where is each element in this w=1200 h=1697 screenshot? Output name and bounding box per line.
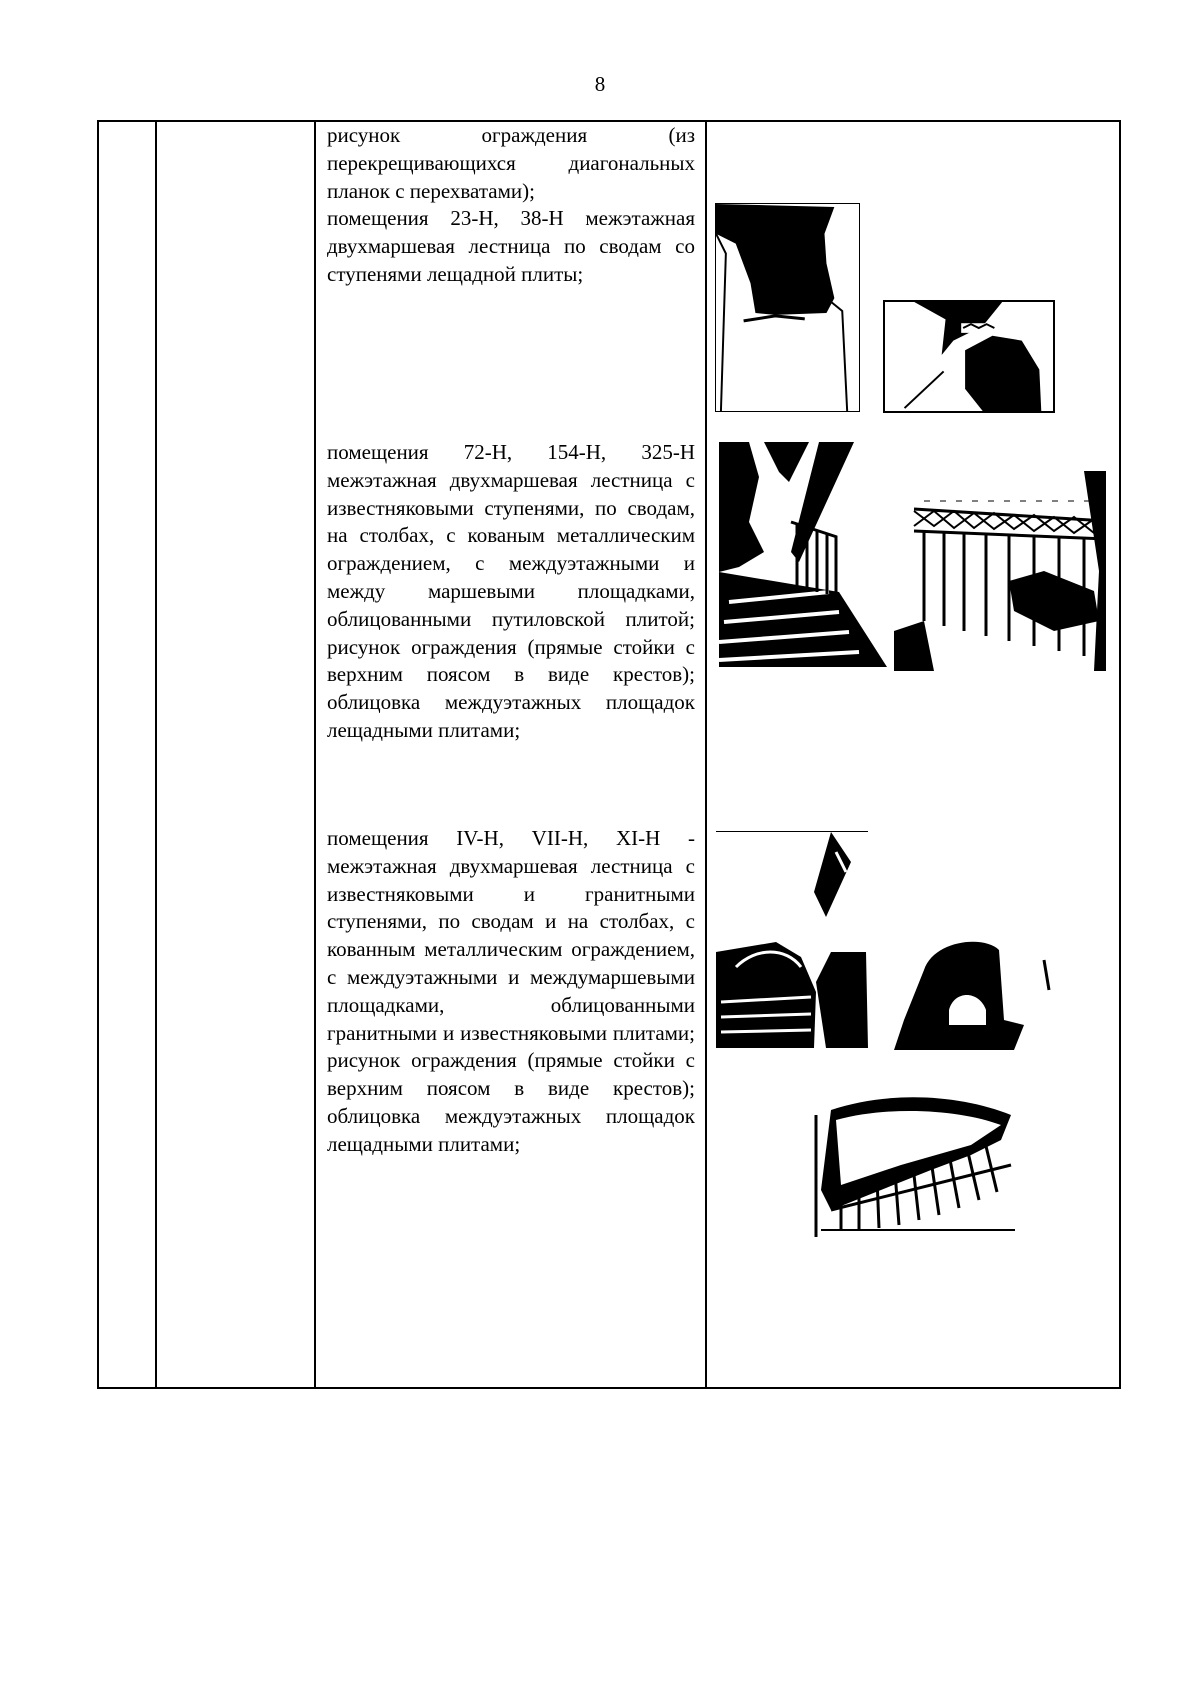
- stair-arch-photo: [894, 930, 1054, 1050]
- description-paragraph: помещения 23-Н, 38-Н межэтажная двухмаршевая лестница по сводам со ступенями лещадной плиты;: [327, 206, 695, 286]
- column-divider: [155, 122, 157, 1387]
- column-divider: [705, 122, 707, 1387]
- document-table: [97, 120, 1121, 1389]
- forged-railing-photo: [894, 471, 1106, 671]
- staircase-flight-photo: [719, 442, 887, 667]
- description-entry: [327, 439, 695, 745]
- description-entry: [327, 122, 695, 289]
- railing-top-view-photo: [811, 1080, 1015, 1237]
- railing-detail-photo: [883, 300, 1055, 413]
- description-paragraph: помещения IV-Н, VII-Н, XI-Н - межэтажная двухмаршевая лестница с известняковыми и гранитными ступенями, по сводам и на столбах, с кованным металлическим ограждением, с междуэтажными и междумаршевыми площадками, облицованными гранитными и известняковыми плитами; рисунок ограждения (прямые стойки с верхним поясом в виде крестов); облицовка междуэтажных площадок лещадными плитами;: [327, 826, 695, 1156]
- description-paragraph: помещения 72-Н, 154-Н, 325-Н межэтажная двухмаршевая лестница с известняковыми ступенями, по сводам, на столбах, с кованым металлическим ограждением, с междуэтажными и между маршевыми площадками, облицованными путиловской плитой; рисунок ограждения (прямые стойки с верхним поясом в виде крестов); облицовка междуэтажных площадок лещадными плитами;: [327, 440, 695, 742]
- staircase-vault-photo: [715, 203, 860, 412]
- description-entry: [327, 825, 695, 1159]
- staircase-landing-photo: [716, 831, 868, 1048]
- description-paragraph: рисунок ограждения (из перекрещивающихся диагональных планок с перехватами);: [327, 123, 695, 203]
- page-number: 8: [594, 72, 606, 96]
- column-divider: [314, 122, 316, 1387]
